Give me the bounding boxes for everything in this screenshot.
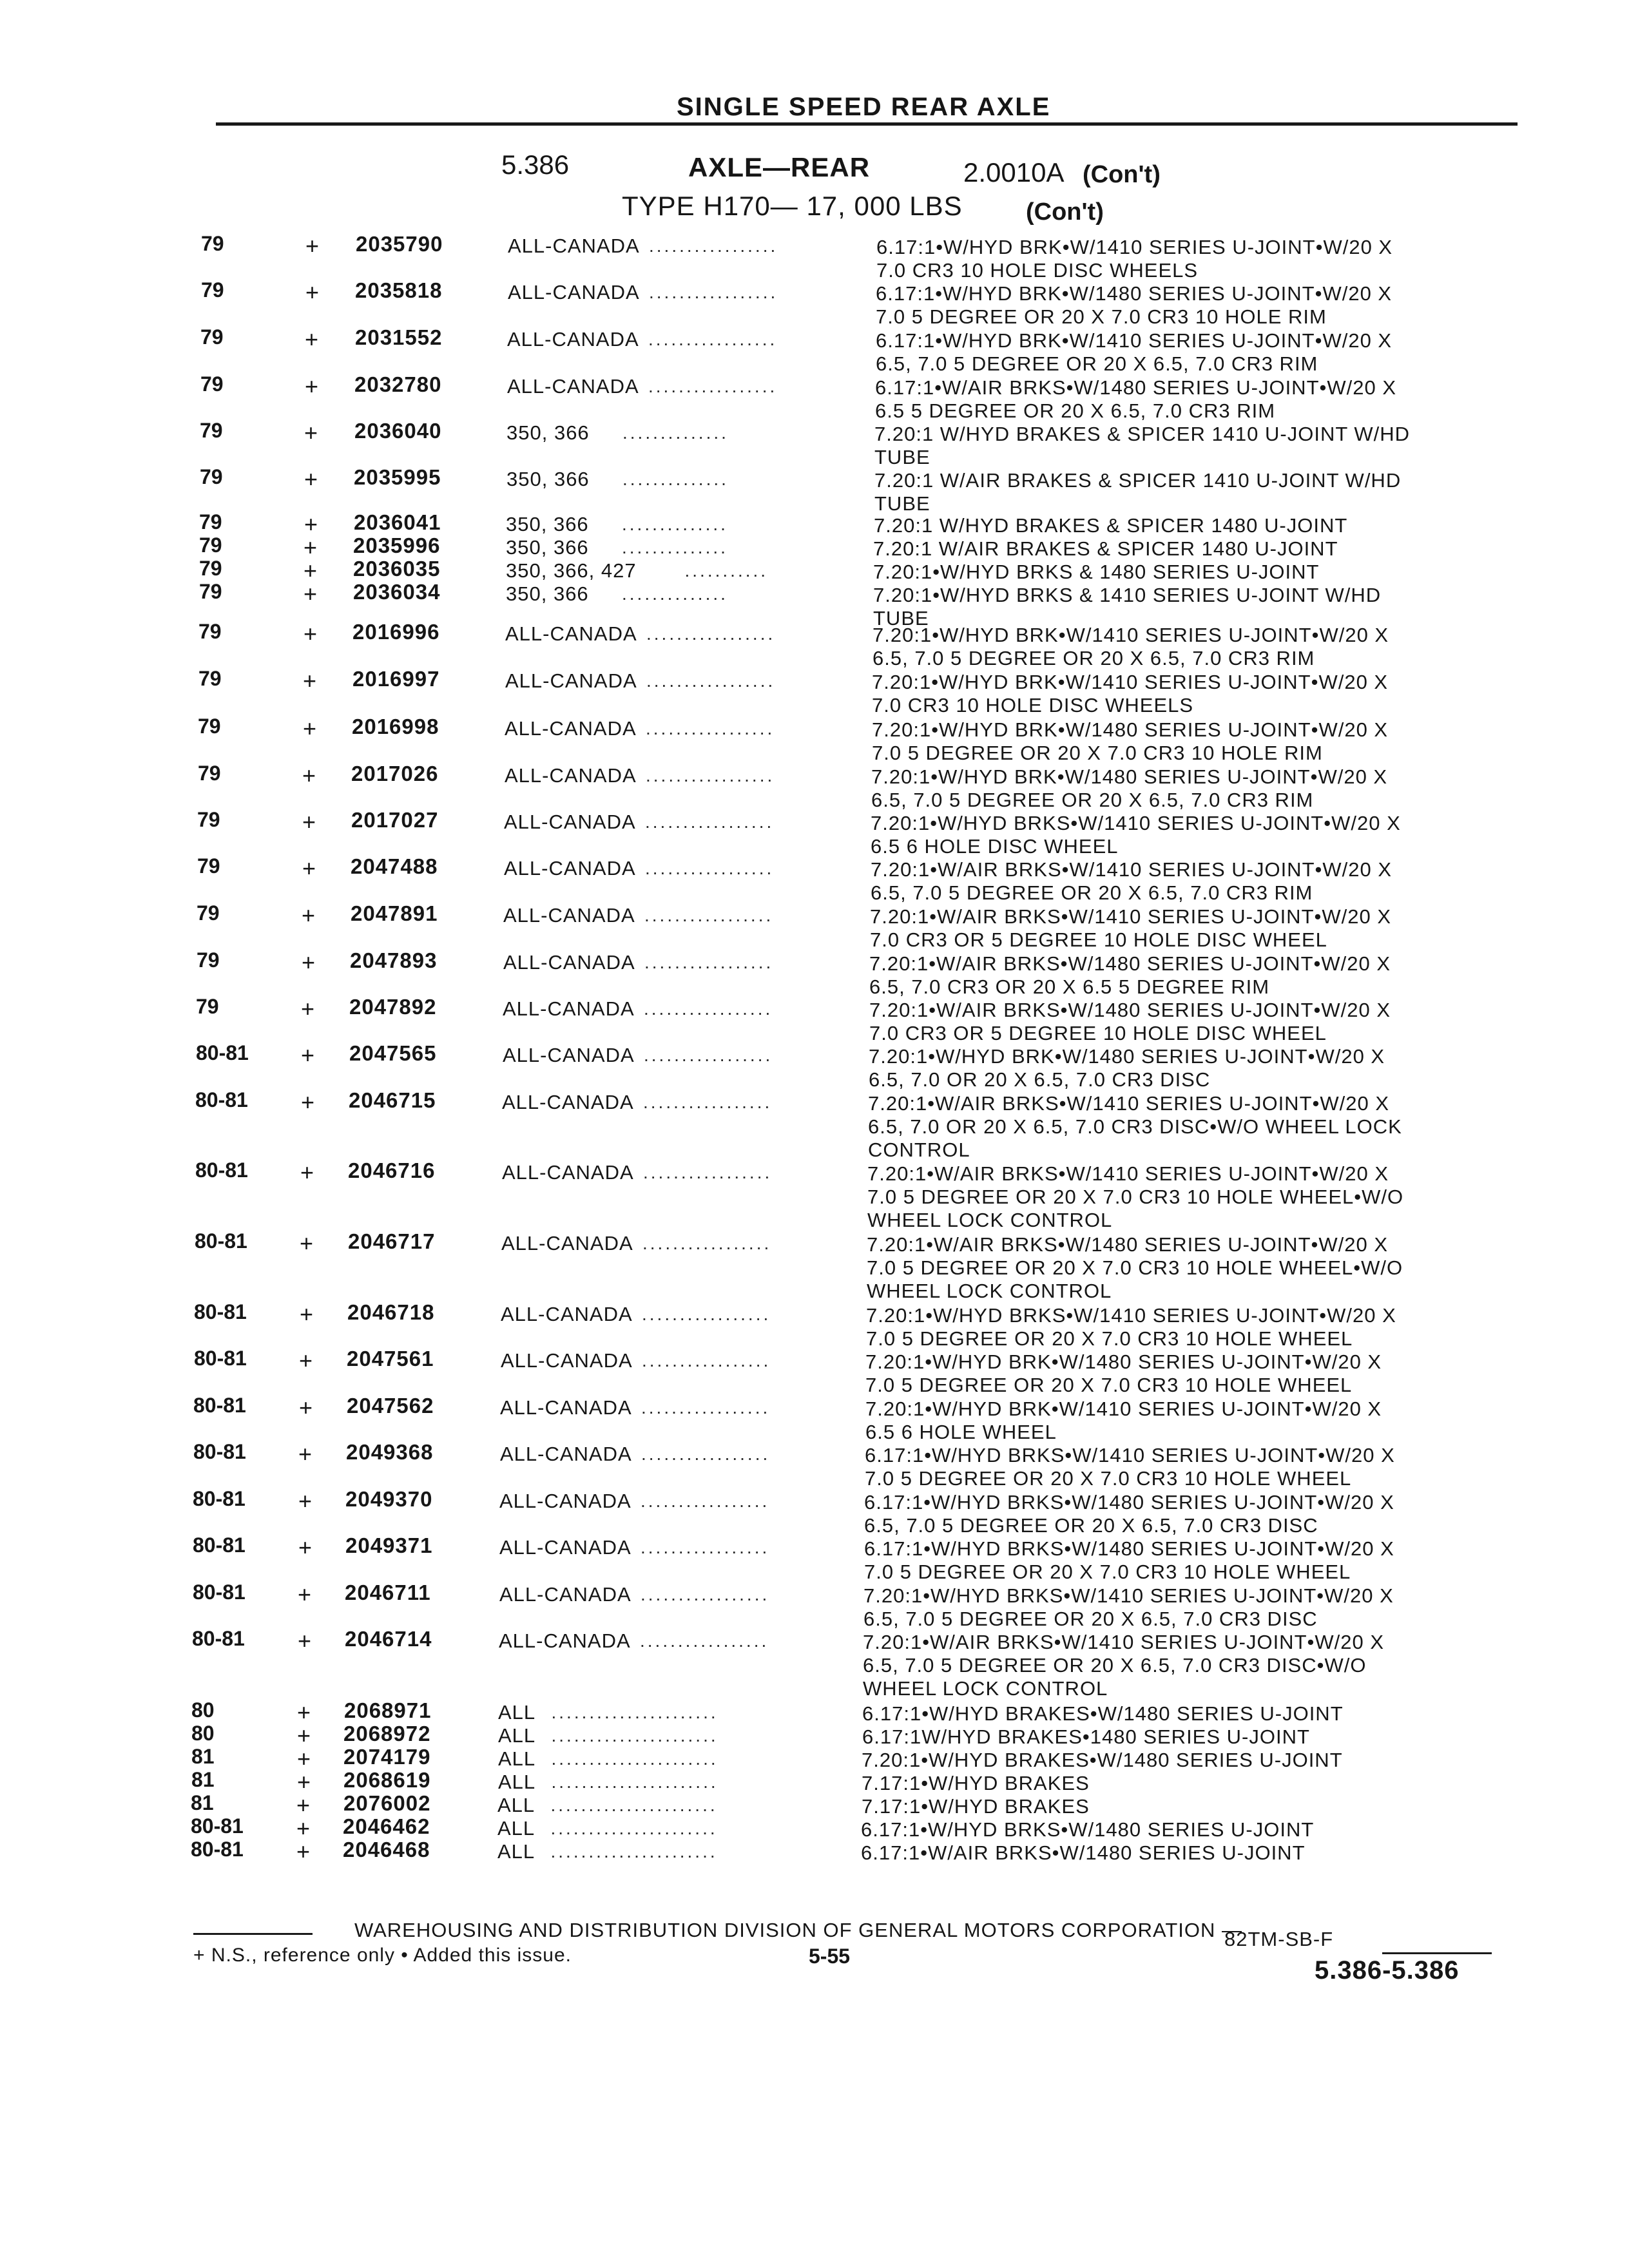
ns-marker: + (298, 1441, 313, 1467)
leader-dots: .............. (622, 423, 729, 443)
ns-marker: + (296, 1815, 311, 1841)
model-usage: ALL-CANADA (507, 328, 639, 351)
part-number: 2047562 (347, 1394, 434, 1418)
leader-dots: ................. (648, 329, 778, 349)
table-row (0, 715, 1629, 764)
part-number: 2049371 (345, 1533, 433, 1557)
part-description: 7.20:1 W/HYD BRAKES & SPICER 1480 U-JOINT (874, 514, 1348, 537)
model-year: 79 (199, 510, 222, 533)
table-row (0, 1581, 1629, 1630)
part-number: 2017026 (351, 762, 439, 785)
part-description: 7.20:1•W/HYD BRKS•W/1410 SERIES U-JOINT•W/20 X 6.5, 7.0 5 DEGREE OR 20 X 6.5, 7.0 CR3 DISC (863, 1584, 1394, 1630)
leader-dots: ...................... (550, 1818, 718, 1838)
model-year: 79 (196, 995, 219, 1018)
part-number: 2074179 (343, 1745, 431, 1769)
section-continued: (Con't) (1083, 161, 1161, 188)
part-number: 2046711 (345, 1581, 431, 1604)
model-year: 80-81 (196, 1041, 249, 1064)
part-description: 7.17:1•W/HYD BRAKES (862, 1795, 1090, 1818)
leader-dots: .............. (622, 514, 728, 534)
page-header-title: SINGLE SPEED REAR AXLE (677, 93, 1051, 121)
part-number: 2036035 (353, 557, 441, 581)
leader-dots: ................. (641, 1584, 770, 1604)
part-number: 2035996 (353, 533, 441, 557)
ns-marker: + (296, 1838, 311, 1865)
subtitle-continued: (Con't) (1026, 198, 1104, 226)
section-code: 2.0010A (963, 157, 1065, 187)
leader-dots: ...................... (551, 1725, 718, 1745)
part-description: 7.20:1•W/HYD BRK•W/1410 SERIES U-JOINT•W/20 X 7.0 CR3 10 HOLE DISC WHEELS (872, 671, 1389, 716)
model-year: 79 (199, 557, 222, 580)
model-year: 79 (197, 808, 220, 831)
part-number: 2032780 (354, 372, 442, 396)
model-usage: ALL (497, 1794, 535, 1816)
ns-marker: + (301, 995, 315, 1022)
model-year: 80-81 (193, 1487, 246, 1510)
model-usage: ALL (497, 1840, 535, 1863)
model-year: 81 (191, 1745, 215, 1768)
part-number: 2047488 (351, 854, 438, 878)
model-usage: ALL-CANADA (505, 622, 637, 645)
table-row (0, 1394, 1629, 1443)
leader-dots: ................. (646, 765, 775, 785)
leader-dots: ................. (648, 376, 778, 396)
ns-marker: + (300, 1230, 314, 1256)
table-row (0, 1088, 1629, 1161)
leader-dots: ................. (646, 671, 776, 691)
leader-dots: ................. (642, 1304, 771, 1324)
ns-marker: + (303, 715, 317, 742)
ns-marker: + (305, 373, 319, 399)
part-description: 6.17:1•W/HYD BRK•W/1480 SERIES U-JOINT•W/20 X 7.0 5 DEGREE OR 20 X 7.0 CR3 10 HOLE RIM (876, 282, 1393, 328)
table-row (0, 1840, 1629, 1866)
model-year: 79 (197, 854, 220, 878)
table-row (0, 1698, 1629, 1727)
part-description: 7.20:1•W/AIR BRKS•W/1480 SERIES U-JOINT•W/20 X 7.0 CR3 OR 5 DEGREE 10 HOLE DISC WHEEL (869, 999, 1391, 1044)
model-usage: 350, 366 (506, 421, 590, 444)
part-description: 7.20:1•W/HYD BRKS & 1480 SERIES U-JOINT (873, 561, 1320, 583)
ns-marker: + (304, 557, 318, 584)
model-year: 80-81 (193, 1533, 246, 1557)
leader-dots: ................. (649, 236, 778, 256)
leader-dots: ................. (645, 858, 775, 878)
part-description: 6.17:1•W/HYD BRKS•W/1480 SERIES U-JOINT•W/20 X 6.5, 7.0 5 DEGREE OR 20 X 6.5, 7.0 CR3 DISC (864, 1491, 1394, 1537)
part-number: 2068619 (343, 1768, 431, 1792)
model-year: 79 (199, 580, 222, 603)
model-year: 80-81 (191, 1814, 244, 1838)
ns-marker: + (298, 1534, 313, 1561)
ns-marker: + (301, 1042, 315, 1068)
table-row (0, 995, 1629, 1044)
model-year: 79 (200, 465, 223, 488)
footer-rule-left (193, 1933, 313, 1935)
table-row (0, 1791, 1629, 1820)
leader-dots: ................. (642, 1350, 771, 1370)
ns-marker: + (302, 855, 316, 881)
part-description: 7.20:1•W/AIR BRKS•W/1410 SERIES U-JOINT•W/20 X 7.0 CR3 OR 5 DEGREE 10 HOLE DISC WHEEL (870, 905, 1391, 951)
part-number: 2047561 (347, 1347, 434, 1370)
table-row (0, 580, 1629, 629)
leader-dots: ................. (644, 1045, 773, 1065)
part-number: 2046718 (347, 1300, 435, 1324)
model-year: 79 (197, 948, 220, 972)
table-row (0, 1300, 1629, 1350)
part-description: 7.20:1•W/HYD BRK•W/1480 SERIES U-JOINT•W/20 X 7.0 5 DEGREE OR 20 X 7.0 CR3 10 HOLE WHEEL (865, 1350, 1382, 1396)
ns-marker: + (304, 466, 318, 492)
part-number: 2035818 (355, 278, 443, 302)
table-row (0, 762, 1629, 811)
leader-dots: .............. (622, 537, 728, 557)
ns-marker: + (304, 511, 318, 537)
part-description: 7.20:1•W/AIR BRKS•W/1410 SERIES U-JOINT•W/20 X 6.5, 7.0 5 DEGREE OR 20 X 6.5, 7.0 CR3 DISC•W/O WHEEL LOCK CONTROL (863, 1631, 1384, 1700)
model-usage: ALL-CANADA (504, 811, 636, 833)
part-number: 2047893 (350, 948, 438, 972)
part-number: 2076002 (343, 1791, 431, 1815)
part-description: 7.20:1•W/AIR BRKS•W/1410 SERIES U-JOINT•W/20 X 7.0 5 DEGREE OR 20 X 7.0 CR3 10 HOLE WHEEL•W/O WHEEL LOCK CONTROL (867, 1162, 1404, 1231)
part-description: 7.20:1•W/HYD BRK•W/1480 SERIES U-JOINT•W/20 X 7.0 5 DEGREE OR 20 X 7.0 CR3 10 HOLE RIM (872, 718, 1389, 764)
model-usage: ALL-CANADA (503, 951, 635, 974)
ns-marker: + (305, 279, 320, 305)
model-year: 80-81 (195, 1158, 248, 1182)
leader-dots: ................. (641, 1537, 770, 1557)
table-row (0, 533, 1629, 562)
model-year: 80-81 (195, 1229, 247, 1253)
ns-marker: + (298, 1488, 313, 1514)
ns-marker: + (299, 1394, 313, 1421)
model-usage: ALL (497, 1817, 535, 1840)
leader-dots: ...................... (550, 1841, 718, 1861)
table-row (0, 1347, 1629, 1396)
part-description: 7.20:1 W/HYD BRAKES & SPICER 1410 U-JOINT W/HD TUBE (874, 423, 1410, 468)
part-description: 7.20:1 W/AIR BRAKES & SPICER 1410 U-JOINT W/HD TUBE (874, 469, 1402, 515)
part-description: 7.17:1•W/HYD BRAKES (862, 1772, 1090, 1794)
leader-dots: ...................... (551, 1772, 718, 1792)
model-usage: ALL-CANADA (501, 1349, 633, 1372)
part-description: 6.17:1•W/HYD BRK•W/1410 SERIES U-JOINT•W/20 X 6.5, 7.0 5 DEGREE OR 20 X 6.5, 7.0 CR3 RIM (876, 329, 1393, 375)
leader-dots: ................. (649, 282, 778, 302)
model-year: 80-81 (191, 1838, 244, 1861)
model-usage: ALL-CANADA (500, 1396, 632, 1419)
leader-dots: ................. (644, 952, 774, 972)
ns-marker: + (297, 1769, 311, 1795)
ns-marker: + (297, 1722, 311, 1749)
model-usage: ALL-CANADA (505, 764, 637, 787)
part-number: 2036041 (354, 510, 441, 534)
part-number: 2036034 (353, 580, 441, 604)
part-description: 6.17:1•W/HYD BRK•W/1410 SERIES U-JOINT•W/20 X 7.0 CR3 10 HOLE DISC WHEELS (876, 236, 1393, 282)
part-description: 7.20:1•W/AIR BRKS•W/1410 SERIES U-JOINT•W/20 X 6.5, 7.0 5 DEGREE OR 20 X 6.5, 7.0 CR3 RIM (871, 858, 1392, 904)
table-row (0, 854, 1629, 904)
model-year: 80-81 (193, 1581, 246, 1604)
model-usage: 350, 366 (506, 513, 589, 535)
model-usage: ALL-CANADA (503, 997, 635, 1020)
table-row (0, 465, 1629, 515)
table-row (0, 948, 1629, 998)
part-number: 2035995 (354, 465, 441, 489)
part-description: 7.20:1•W/AIR BRKS•W/1480 SERIES U-JOINT•W/20 X 7.0 5 DEGREE OR 20 X 7.0 CR3 10 HOLE WHEEL•W/O WHEEL LOCK CONTROL (867, 1233, 1403, 1302)
ns-marker: + (302, 902, 316, 928)
leader-dots: ................. (643, 1162, 773, 1182)
model-usage: ALL-CANADA (505, 717, 637, 740)
part-description: 6.17:1•W/HYD BRKS•W/1480 SERIES U-JOINT•W/20 X 7.0 5 DEGREE OR 20 X 7.0 CR3 10 HOLE WHEEL (864, 1537, 1394, 1583)
model-year: 79 (199, 533, 222, 557)
part-number: 2046717 (348, 1229, 436, 1253)
model-usage: ALL (498, 1701, 536, 1724)
part-number: 2016996 (352, 620, 440, 644)
leader-dots: ...................... (551, 1702, 718, 1722)
part-number: 2068972 (343, 1722, 431, 1745)
part-number: 2016997 (352, 667, 440, 691)
part-number: 2036040 (354, 419, 442, 443)
model-year: 80-81 (192, 1627, 245, 1650)
model-usage: ALL-CANADA (507, 375, 639, 398)
table-row (0, 1768, 1629, 1796)
part-description: 7.20:1•W/HYD BRK•W/1410 SERIES U-JOINT•W/20 X 6.5 6 HOLE WHEEL (865, 1398, 1382, 1443)
model-usage: ALL-CANADA (508, 281, 640, 303)
part-description: 7.20:1•W/HYD BRK•W/1480 SERIES U-JOINT•W/20 X 6.5, 7.0 5 DEGREE OR 20 X 6.5, 7.0 CR3 RIM (871, 765, 1388, 811)
part-description: 7.20:1•W/AIR BRKS•W/1480 SERIES U-JOINT•W/20 X 6.5, 7.0 CR3 OR 20 X 6.5 5 DEGREE RIM (869, 952, 1391, 998)
part-number: 2031552 (355, 325, 443, 349)
part-description: 7.20:1•W/HYD BRKS•W/1410 SERIES U-JOINT•W/20 X 6.5 6 HOLE DISC WHEEL (871, 812, 1401, 858)
model-year: 79 (198, 620, 222, 643)
ns-marker: + (304, 534, 318, 561)
footer-division: WAREHOUSING AND DISTRIBUTION DIVISION OF GENERAL MOTORS CORPORATION — (354, 1919, 1243, 1941)
ns-marker: + (296, 1792, 311, 1818)
model-usage: ALL-CANADA (505, 669, 637, 692)
ns-marker: + (302, 949, 316, 975)
type-subtitle: TYPE H170— 17, 000 LBS (622, 191, 963, 221)
leader-dots: ...................... (551, 1749, 718, 1769)
model-usage: ALL-CANADA (502, 1161, 634, 1184)
part-description: 6.17:1•W/HYD BRAKES•W/1480 SERIES U-JOINT (862, 1702, 1344, 1725)
model-usage: ALL-CANADA (499, 1583, 631, 1606)
leader-dots: ................. (644, 999, 773, 1019)
model-usage: ALL (498, 1771, 536, 1793)
model-usage: ALL-CANADA (501, 1232, 633, 1254)
section-range: 5.386-5.386 (1315, 1956, 1460, 1984)
model-usage: ALL-CANADA (501, 1303, 633, 1325)
model-year: 79 (198, 762, 221, 785)
ns-marker: + (300, 1301, 314, 1327)
table-row (0, 1229, 1629, 1302)
model-usage: ALL-CANADA (502, 1091, 634, 1113)
model-usage: ALL-CANADA (499, 1490, 631, 1512)
ns-marker: + (305, 326, 319, 352)
model-year: 80 (191, 1722, 215, 1745)
table-row (0, 808, 1629, 858)
model-year: 79 (198, 667, 222, 690)
part-description: 6.17:1•W/AIR BRKS•W/1480 SERIES U-JOINT•W/20 X 6.5 5 DEGREE OR 20 X 6.5, 7.0 CR3 RIM (875, 376, 1396, 422)
section-name: AXLE—REAR (688, 152, 871, 182)
model-year: 79 (200, 419, 223, 442)
part-description: 6.17:1•W/HYD BRKS•W/1410 SERIES U-JOINT•W/20 X 7.0 5 DEGREE OR 20 X 7.0 CR3 10 HOLE WHEEL (865, 1444, 1395, 1490)
model-year: 79 (200, 372, 224, 396)
ns-marker: + (298, 1628, 312, 1654)
model-year: 80-81 (194, 1347, 247, 1370)
page-number: 5-55 (809, 1945, 851, 1968)
ns-marker: + (298, 1581, 312, 1608)
ns-marker: + (304, 419, 318, 446)
part-number: 2046462 (343, 1814, 430, 1838)
model-year: 79 (201, 278, 224, 302)
part-number: 2047892 (349, 995, 437, 1019)
part-description: 6.17:1•W/AIR BRKS•W/1480 SERIES U-JOINT (861, 1841, 1306, 1864)
leader-dots: ................. (646, 718, 775, 738)
table-row (0, 1440, 1629, 1490)
leader-dots: ................. (640, 1631, 769, 1651)
part-description: 6.17:1W/HYD BRAKES•1480 SERIES U-JOINT (862, 1725, 1310, 1748)
leader-dots: ................. (641, 1444, 771, 1464)
leader-dots: .............. (622, 469, 729, 489)
model-usage: ALL-CANADA (508, 235, 640, 257)
model-year: 79 (201, 232, 224, 255)
model-year: 80-81 (194, 1300, 247, 1323)
ns-marker: + (300, 1159, 314, 1186)
model-usage: ALL-CANADA (500, 1443, 632, 1465)
model-year: 81 (191, 1791, 214, 1814)
model-usage: 350, 366 (506, 536, 589, 559)
model-usage: ALL-CANADA (499, 1536, 631, 1559)
model-year: 80 (191, 1698, 215, 1722)
ns-marker: + (302, 762, 316, 789)
model-usage: ALL (498, 1724, 536, 1747)
leader-dots: ...................... (550, 1795, 718, 1815)
section-number: 5.386 (501, 149, 570, 180)
model-usage: 350, 366 (506, 582, 589, 605)
ns-marker: + (303, 668, 317, 694)
leader-dots: ................. (642, 1233, 772, 1253)
ns-marker: + (302, 809, 316, 835)
ns-marker: + (301, 1089, 315, 1115)
ns-marker: + (297, 1745, 311, 1772)
leader-dots: ................. (641, 1491, 770, 1511)
leader-dots: ........... (684, 561, 769, 581)
table-row (0, 419, 1629, 468)
table-row (0, 1487, 1629, 1537)
model-usage: ALL-CANADA (504, 857, 636, 879)
table-row (0, 510, 1629, 539)
table-row (0, 1533, 1629, 1583)
table-row (0, 1158, 1629, 1231)
model-year: 80-81 (195, 1088, 248, 1111)
part-description: 7.20:1•W/HYD BRK•W/1480 SERIES U-JOINT•W/20 X 6.5, 7.0 OR 20 X 6.5, 7.0 CR3 DISC (869, 1045, 1385, 1091)
table-row (0, 278, 1629, 328)
model-usage: 350, 366 (506, 468, 590, 490)
table-row (0, 1747, 1629, 1773)
leader-dots: ................. (641, 1398, 771, 1418)
table-row (0, 620, 1629, 669)
part-description: 7.20:1 W/AIR BRAKES & SPICER 1480 U-JOINT (873, 537, 1338, 560)
part-number: 2035790 (356, 232, 443, 256)
part-number: 2017027 (351, 808, 439, 832)
leader-dots: ................. (643, 1092, 773, 1112)
table-row (0, 372, 1629, 422)
table-row (0, 1724, 1629, 1750)
model-usage: 350, 366, 427 (506, 559, 637, 582)
table-row (0, 559, 1629, 585)
model-year: 79 (198, 715, 221, 738)
footer-rule-right (1382, 1952, 1492, 1954)
table-row (0, 901, 1629, 951)
table-row (0, 667, 1629, 716)
ns-marker: + (304, 581, 318, 607)
part-number: 2047891 (351, 901, 438, 925)
footer-code: 82TM-SB-F (1224, 1928, 1334, 1950)
model-usage: ALL-CANADA (503, 904, 635, 927)
ns-marker: + (304, 620, 318, 647)
part-description: 6.17:1•W/HYD BRKS•W/1480 SERIES U-JOINT (861, 1818, 1315, 1841)
leader-dots: ................. (646, 624, 776, 644)
model-usage: ALL (498, 1747, 536, 1770)
part-number: 2046714 (345, 1627, 432, 1651)
table-row (0, 325, 1629, 375)
model-year: 79 (197, 901, 220, 925)
ns-marker: + (305, 233, 320, 259)
ns-marker: + (299, 1347, 313, 1374)
ns-marker: + (297, 1699, 311, 1725)
model-year: 80-81 (193, 1440, 246, 1463)
part-number: 2049368 (346, 1440, 434, 1464)
model-year: 79 (200, 325, 224, 349)
part-number: 2068971 (344, 1698, 432, 1722)
table-row (0, 1041, 1629, 1091)
leader-dots: ................. (645, 812, 775, 832)
part-description: 7.20:1•W/HYD BRKS & 1410 SERIES U-JOINT W/HD TUBE (873, 584, 1382, 629)
table-row (0, 232, 1629, 282)
table-row (0, 1627, 1629, 1700)
leader-dots: .............. (622, 584, 728, 604)
model-year: 80-81 (193, 1394, 246, 1417)
part-number: 2049370 (345, 1487, 433, 1511)
part-number: 2046716 (348, 1158, 436, 1182)
table-row (0, 1814, 1629, 1843)
part-number: 2047565 (349, 1041, 437, 1065)
model-usage: ALL-CANADA (499, 1629, 631, 1652)
part-description: 7.20:1•W/AIR BRKS•W/1410 SERIES U-JOINT•W/20 X 6.5, 7.0 OR 20 X 6.5, 7.0 CR3 DISC•W/O WHEEL LOCK CONTROL (868, 1092, 1402, 1161)
part-number: 2046468 (343, 1838, 430, 1861)
model-year: 81 (191, 1768, 215, 1791)
model-usage: ALL-CANADA (503, 1044, 635, 1066)
footer-note: + N.S., reference only • Added this issue. (193, 1945, 572, 1966)
part-description: 7.20:1•W/HYD BRKS•W/1410 SERIES U-JOINT•W/20 X 7.0 5 DEGREE OR 20 X 7.0 CR3 10 HOLE WHEEL (866, 1304, 1396, 1350)
part-description: 7.20:1•W/HYD BRAKES•W/1480 SERIES U-JOINT (862, 1749, 1343, 1771)
part-number: 2016998 (352, 715, 439, 738)
part-number: 2046715 (349, 1088, 436, 1112)
leader-dots: ................. (644, 905, 774, 925)
part-description: 7.20:1•W/HYD BRK•W/1410 SERIES U-JOINT•W/20 X 6.5, 7.0 5 DEGREE OR 20 X 6.5, 7.0 CR3 RIM (872, 624, 1389, 669)
